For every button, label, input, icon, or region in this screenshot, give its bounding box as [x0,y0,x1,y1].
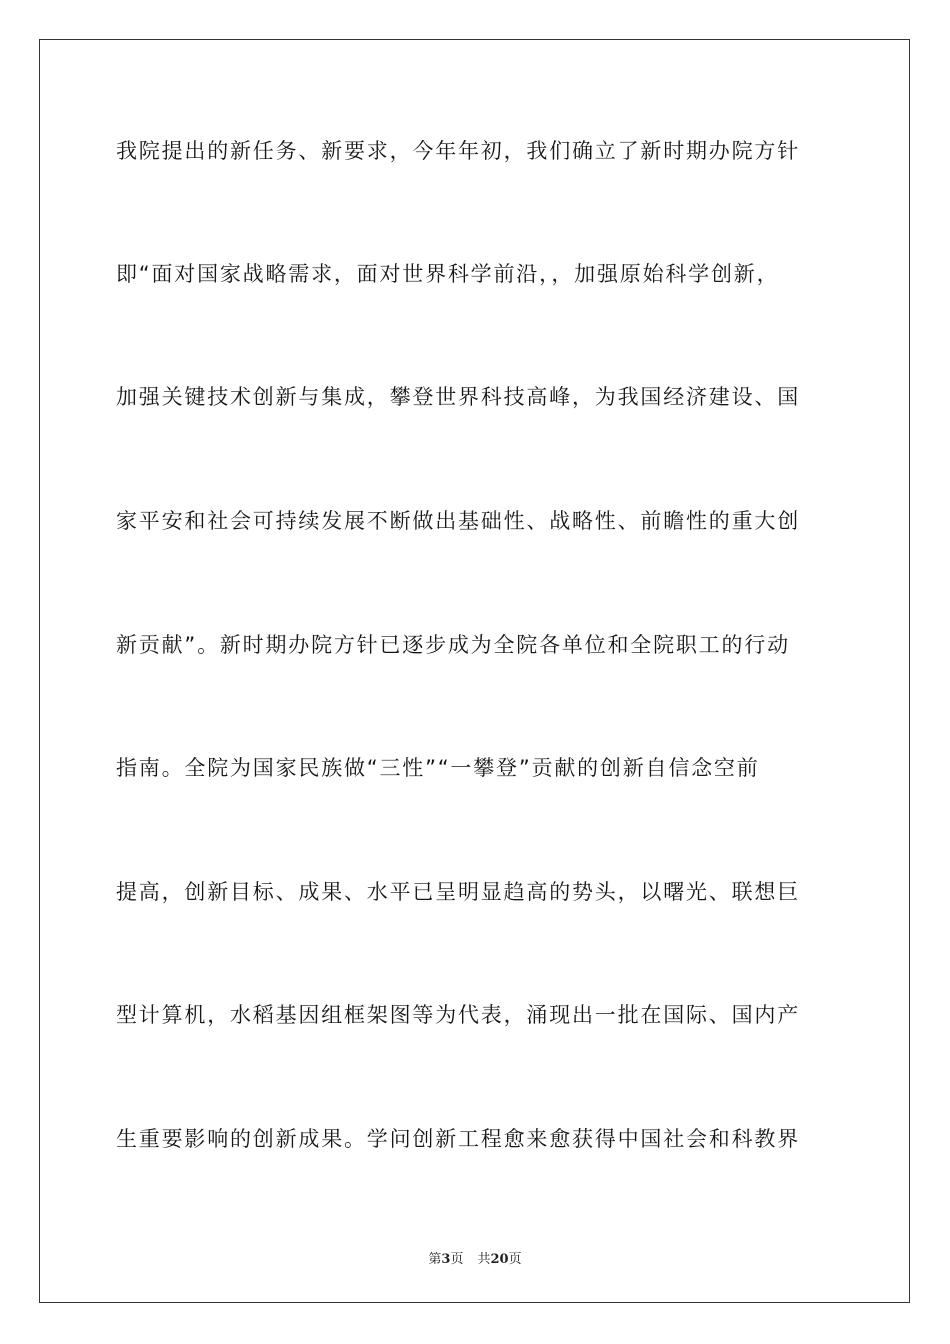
text-line-6: 指南。全院为国家民族做“三性”“一攀登”贡献的创新自信念空前 [116,756,760,780]
text-line-8: 型计算机，水稻基因组框架图等为代表，涌现出一批在国际、国内产 [116,1003,800,1027]
page-number: 3 [441,1252,451,1267]
page-border [39,39,910,1303]
page-footer [0,1248,950,1267]
text-line-5: 新贡献”。新时期办院方针已逐步成为全院各单位和全院职工的行动 [116,633,790,657]
total-prefix: 共 [477,1252,491,1267]
page-prefix: 第 [428,1252,442,1267]
total-pages: 20 [490,1252,509,1267]
text-line-1: 我院提出的新任务、新要求，今年年初，我们确立了新时期办院方针 [116,139,800,163]
text-line-9: 生重要影响的创新成果。学问创新工程愈来愈获得中国社会和科教界 [116,1127,800,1151]
page-suffix: 页 [450,1252,464,1267]
text-line-4: 家平安和社会可持续发展不断做出基础性、战略性、前瞻性的重大创 [116,509,800,533]
text-line-7: 提高，创新目标、成果、水平已呈明显趋高的势头，以曙光、联想巨 [116,880,800,904]
text-line-3: 加强关键技术创新与集成，攀登世界科技高峰，为我国经济建设、国 [116,385,800,409]
text-line-2: 即“面对国家战略需求，面对世界科学前沿，，加强原始科学创新， [116,262,780,286]
total-suffix: 页 [508,1252,522,1267]
